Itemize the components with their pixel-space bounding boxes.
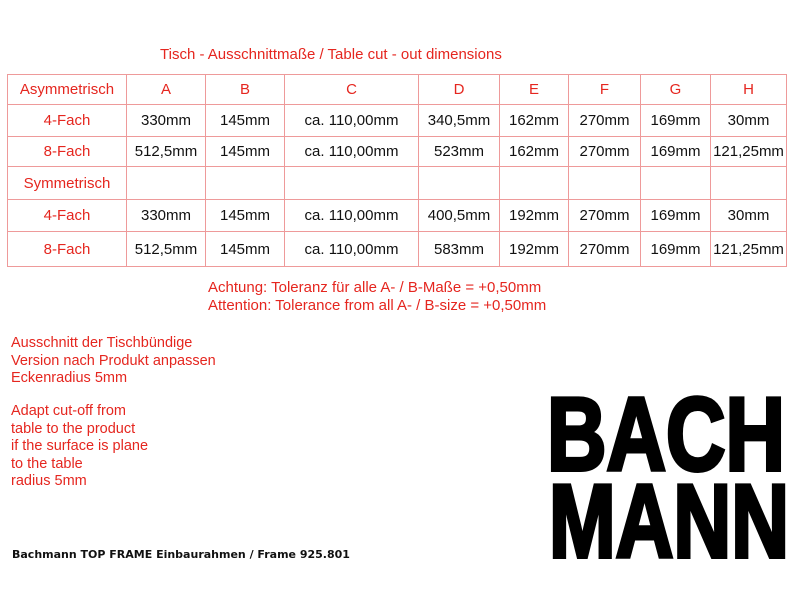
footer-caption: Bachmann TOP FRAME Einbaurahmen / Frame 925.801 xyxy=(12,548,350,561)
table-cell xyxy=(419,167,500,200)
notes-english xyxy=(11,403,148,491)
note-line: radius 5mm xyxy=(11,473,87,489)
table-cell xyxy=(641,167,711,200)
table-row xyxy=(8,105,787,137)
table-row xyxy=(8,167,787,200)
table-header-row xyxy=(8,75,787,105)
table-cell xyxy=(569,167,641,200)
row-label: 8-Fach xyxy=(8,137,127,167)
table-cell: 121,25mm xyxy=(711,232,787,267)
table-cell: 512,5mm xyxy=(127,232,206,267)
table-header-cell: H xyxy=(711,75,787,105)
table-cell: 121,25mm xyxy=(711,137,787,167)
note-line: table to the product xyxy=(11,420,136,437)
table-cell: 192mm xyxy=(500,200,569,232)
table-cell xyxy=(285,167,419,200)
note-line: Version nach Produkt anpassen xyxy=(11,352,216,369)
table-header-cell: E xyxy=(500,75,569,105)
table-cell xyxy=(500,167,569,200)
table-cell: 169mm xyxy=(641,200,711,232)
table-cell: 270mm xyxy=(569,137,641,167)
table-header-cell: F xyxy=(569,75,641,105)
logo-line-1: BACH xyxy=(547,388,785,493)
table-header-cell: G xyxy=(641,75,711,105)
table-cell: 30mm xyxy=(711,105,787,137)
table-row xyxy=(8,137,787,167)
table-cell: 169mm xyxy=(641,137,711,167)
table-cell: 512,5mm xyxy=(127,137,206,167)
table-row xyxy=(8,232,787,267)
logo-line-2: MANN xyxy=(549,464,789,564)
tolerance-note-en: Attention: Tolerance from all A- / B-size = +0,50mm xyxy=(208,297,547,314)
bachmann-logo xyxy=(540,388,795,564)
table-cell: 162mm xyxy=(500,137,569,167)
page-title: Tisch - Ausschnittmaße / Table cut - out dimensions xyxy=(160,46,502,63)
row-label: 8-Fach xyxy=(8,232,127,267)
table-cell: 145mm xyxy=(206,137,285,167)
table-cell: 270mm xyxy=(569,105,641,137)
table-cell: 330mm xyxy=(127,105,206,137)
table-header-cell: B xyxy=(206,75,285,105)
table-cell: ca. 110,00mm xyxy=(285,200,419,232)
table-row xyxy=(8,200,787,232)
table-cell: 583mm xyxy=(419,232,500,267)
table-cell: 145mm xyxy=(206,105,285,137)
row-label: 4-Fach xyxy=(8,105,127,137)
table-cell: ca. 110,00mm xyxy=(285,232,419,267)
table-header-cell: D xyxy=(419,75,500,105)
note-line: Ausschnitt der Tischbündige xyxy=(11,335,193,351)
table-cell: 330mm xyxy=(127,200,206,232)
table-cell: 270mm xyxy=(569,200,641,232)
table-cell: ca. 110,00mm xyxy=(285,105,419,137)
table-cell: 169mm xyxy=(641,105,711,137)
table-cell: ca. 110,00mm xyxy=(285,137,419,167)
table-cell: 145mm xyxy=(206,200,285,232)
note-line: if the surface is plane xyxy=(11,438,149,454)
table-cell: 523mm xyxy=(419,137,500,167)
table-cell xyxy=(127,167,206,200)
tolerance-note-de: Achtung: Toleranz für alle A- / B-Maße = +0,50mm xyxy=(208,279,542,296)
table-cell: 145mm xyxy=(206,232,285,267)
row-label: Symmetrisch xyxy=(8,167,127,200)
table-cell xyxy=(711,167,787,200)
table-cell: 340,5mm xyxy=(419,105,500,137)
note-line: Eckenradius 5mm xyxy=(11,370,128,386)
note-line: to the table xyxy=(11,455,83,472)
row-label: 4-Fach xyxy=(8,200,127,232)
note-line: Adapt cut-off from xyxy=(11,403,126,419)
dimensions-table xyxy=(7,74,787,267)
table-cell: 30mm xyxy=(711,200,787,232)
table-header-cell: A xyxy=(127,75,206,105)
table-cell: 192mm xyxy=(500,232,569,267)
table-cell xyxy=(206,167,285,200)
notes-german xyxy=(11,335,216,388)
table-cell: 270mm xyxy=(569,232,641,267)
table-cell: 400,5mm xyxy=(419,200,500,232)
table-header-cell: Asymmetrisch xyxy=(8,75,127,105)
table-header-cell: C xyxy=(285,75,419,105)
tolerance-note xyxy=(208,279,546,315)
table-cell: 169mm xyxy=(641,232,711,267)
table-cell: 162mm xyxy=(500,105,569,137)
